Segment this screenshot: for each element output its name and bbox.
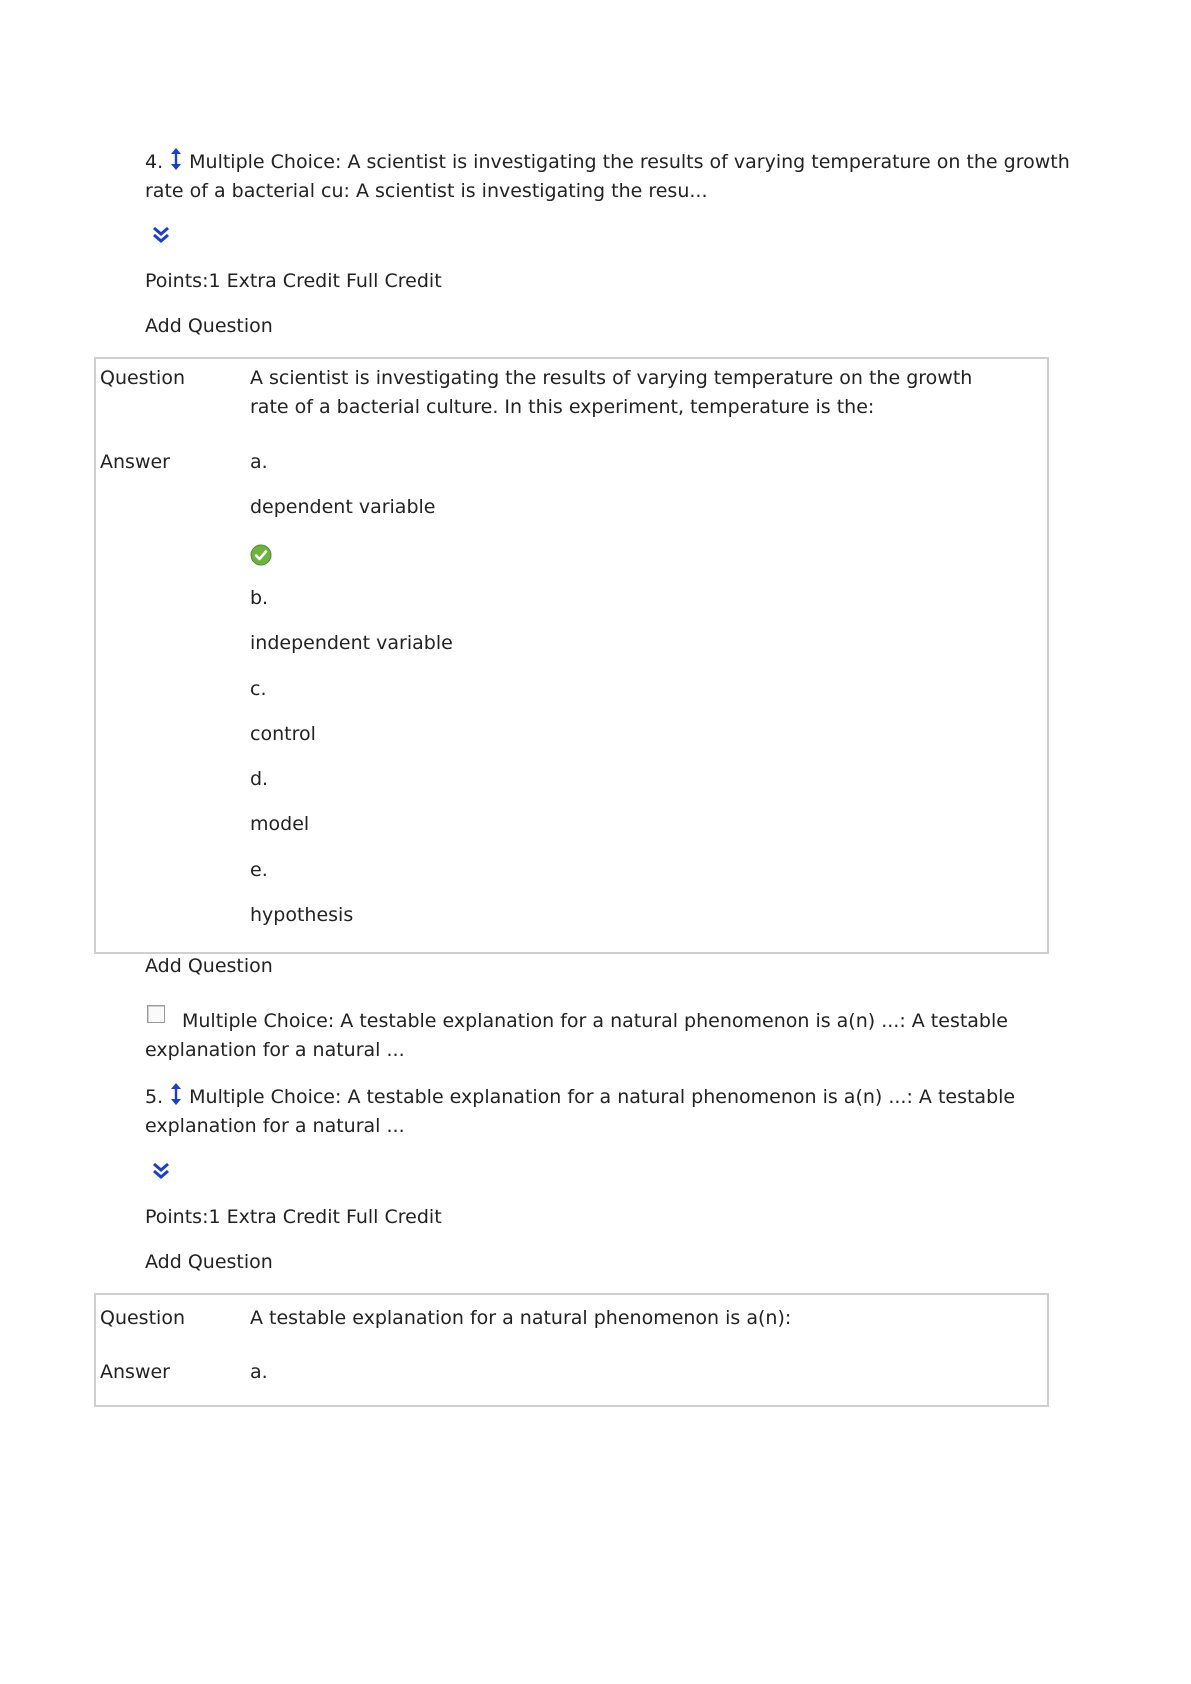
question-5-header xyxy=(145,1082,1095,1141)
option-b-letter: b. xyxy=(250,587,269,609)
question-5-details-box xyxy=(94,1293,1049,1407)
question-5-points: Points:1 Extra Credit Full Credit xyxy=(145,1206,442,1228)
correct-answer-check-icon xyxy=(250,544,272,566)
reorder-arrow-icon[interactable] xyxy=(169,1082,183,1106)
add-question-link[interactable]: Add Question xyxy=(145,315,273,337)
option-d-letter: d. xyxy=(250,768,269,790)
option-c-letter: c. xyxy=(250,678,267,700)
option-a-letter: a. xyxy=(250,1361,268,1383)
option-a-text: dependent variable xyxy=(250,496,436,518)
question-5-number: 5. xyxy=(145,1086,164,1108)
reorder-arrow-icon[interactable] xyxy=(169,147,183,171)
question-4-text: A scientist is investigating the results of varying temperature on the growth rate of a bacterial culture. In this experiment, temperature is the: xyxy=(250,367,973,418)
question-label: Question xyxy=(100,367,185,389)
question-4-number: 4. xyxy=(145,151,164,173)
option-a-letter: a. xyxy=(250,451,268,473)
question-5-title[interactable]: Multiple Choice: A testable explanation for a natural phenomenon is a(n) ...: A testable explanation for a natural ... xyxy=(145,1086,1016,1137)
expand-double-chevron-icon[interactable] xyxy=(152,226,170,244)
question-4-points: Points:1 Extra Credit Full Credit xyxy=(145,270,442,292)
answer-label: Answer xyxy=(100,451,170,473)
option-b-text: independent variable xyxy=(250,632,453,654)
answer-label: Answer xyxy=(100,1361,170,1383)
question-5-text: A testable explanation for a natural phenomenon is a(n): xyxy=(250,1307,792,1329)
question-4-details-box xyxy=(94,357,1049,954)
add-question-link[interactable]: Add Question xyxy=(145,955,273,977)
expand-double-chevron-icon[interactable] xyxy=(152,1162,170,1180)
question-pick-item-text[interactable]: Multiple Choice: A testable explanation for a natural phenomenon is a(n) ...: A testable explanation for a natural ... xyxy=(145,1010,1008,1061)
question-4-header xyxy=(145,147,1095,206)
question-4-title[interactable]: Multiple Choice: A scientist is investigating the results of varying temperature on the growth rate of a bacterial cu: A scientist is investigating the resu... xyxy=(145,151,1070,202)
option-e-text: hypothesis xyxy=(250,904,354,926)
add-question-link[interactable]: Add Question xyxy=(145,1251,273,1273)
option-d-text: model xyxy=(250,813,310,835)
question-label: Question xyxy=(100,1307,185,1329)
option-c-text: control xyxy=(250,723,316,745)
option-e-letter: e. xyxy=(250,859,268,881)
